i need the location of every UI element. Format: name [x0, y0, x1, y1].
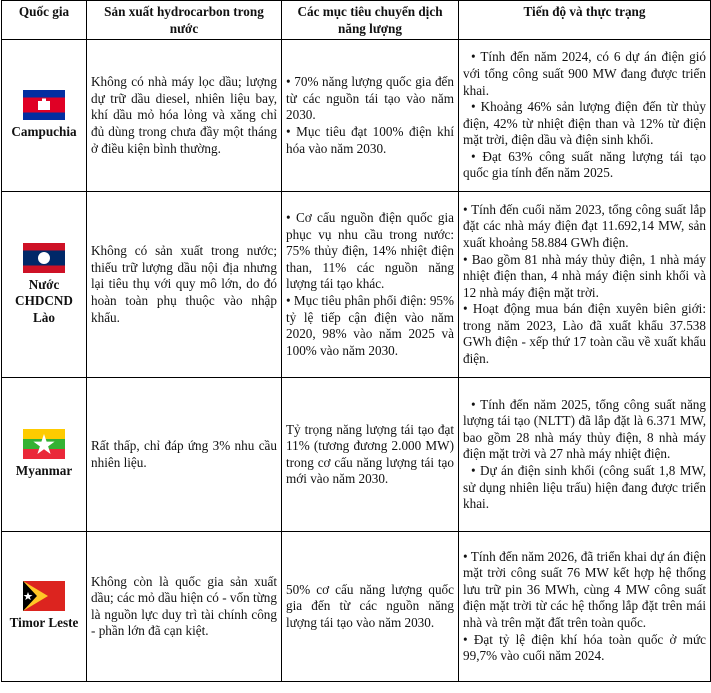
laos-flag-icon	[23, 243, 65, 273]
table-row	[2, 532, 711, 682]
header-production: Sản xuất hydrocarbon trong nước	[87, 1, 282, 40]
targets-cell: 50% cơ cấu năng lượng quốc gia đến từ các nguồn năng lượng tái tạo vào năm 2030.	[282, 532, 459, 682]
header-country: Quốc gia	[2, 1, 87, 40]
list-item: • Khoảng 46% sản lượng điện đến từ thủy điện, 42% từ nhiệt điện than và 12% từ điện mặt trời, điện dầu và điện sinh khối.	[463, 99, 706, 149]
progress-cell	[459, 378, 711, 532]
production-cell: Rất thấp, chỉ đáp ứng 3% nhu cầu nhiên liệu.	[87, 378, 282, 532]
cambodia-flag-icon	[23, 90, 65, 120]
list-item: • Bao gồm 81 nhà máy thủy điện, 1 nhà máy nhiệt điện than, 4 nhà máy điện sinh khối và 12 nhà máy điện mặt trời.	[463, 252, 706, 302]
header-row	[2, 1, 711, 40]
targets-cell: Tỷ trọng năng lượng tái tạo đạt 11% (tương đương 2.000 MW) trong cơ cấu năng lượng tái tạo mới vào năm 2030.	[282, 378, 459, 532]
timor-leste-flag-icon	[23, 581, 65, 611]
list-item: • Tính đến năm 2024, có 6 dự án điện gió với tổng công suất 900 MW đang được triển khai.	[463, 49, 706, 99]
list-item: • Tính đến năm 2025, tổng công suất năng lượng tái tạo (NLTT) đã lắp đặt là 6.371 MW, bao gồm 28 nhà máy thủy điện, 8 nhà máy điện mặt trời và 27 nhà máy nhiệt điện.	[463, 397, 706, 463]
table-row	[2, 378, 711, 532]
header-progress: Tiến độ và thực trạng	[459, 1, 711, 40]
table-row	[2, 192, 711, 378]
country-cell	[2, 378, 87, 532]
targets-cell	[282, 40, 459, 192]
list-item: • Tính đến cuối năm 2023, tổng công suất lắp đặt các nhà máy điện đạt 11.692,14 MW, sản xuất khoảng 58.884 GWh điện.	[463, 202, 706, 252]
list-item: • Tính đến năm 2026, đã triển khai dự án điện mặt trời công suất 76 MW kết hợp hệ thống lưu trữ pin 36 MWh, cùng 4 MW công suất điện mặt trời từ các hệ thống lắp đặt trên mái nhà và trên mặt đất trên toàn quốc.	[463, 549, 706, 632]
energy-comparison-table	[1, 0, 711, 682]
country-name: Myanmar	[15, 463, 73, 479]
production-cell: Không có sản xuất trong nước; thiếu trữ lượng dầu nội địa nhưng lại tiêu thụ với quy mô lớn, do đó hoàn toàn phụ thuộc vào nhập khẩu.	[87, 192, 282, 378]
progress-cell	[459, 40, 711, 192]
country-cell	[2, 40, 87, 192]
header-targets: Các mục tiêu chuyển dịch năng lượng	[282, 1, 459, 40]
targets-cell	[282, 192, 459, 378]
list-item: • Đạt 63% công suất năng lượng tái tạo quốc gia tính đến năm 2025.	[463, 149, 706, 182]
myanmar-flag-icon	[23, 429, 65, 459]
country-name: Campuchia	[11, 124, 77, 140]
progress-cell	[459, 532, 711, 682]
list-item: • 70% năng lượng quốc gia đến từ các nguồn tái tạo vào năm 2030.	[286, 74, 454, 124]
list-item: • Mục tiêu đạt 100% điện khí hóa vào năm 2030.	[286, 124, 454, 157]
list-item: • Dự án điện sinh khối (công suất 1,8 MW, sử dụng nhiên liệu trấu) hiện đang được triển khai.	[463, 463, 706, 513]
production-cell: Không còn là quốc gia sản xuất dầu; các mỏ dầu hiện có - vốn từng là nguồn lực duy trì tài chính công - phần lớn đã cạn kiệt.	[87, 532, 282, 682]
country-cell	[2, 532, 87, 682]
list-item: • Hoạt động mua bán điện xuyên biên giới: trong năm 2023, Lào đã xuất khẩu 37.538 GWh điện - xếp thứ 17 toàn cầu về xuất khẩu điện.	[463, 301, 706, 367]
country-name: Nước CHDCND Lào	[15, 276, 73, 325]
table-row	[2, 40, 711, 192]
country-name: Timor Leste	[9, 615, 79, 631]
list-item: • Mục tiêu phân phối điện: 95% tỷ lệ tiếp cận điện vào năm 2020, 98% vào năm 2025 và 100% vào năm 2030.	[286, 293, 454, 359]
production-cell: Không có nhà máy lọc dầu; lượng dự trữ dầu diesel, nhiên liệu bay, khí dầu mỏ hóa lỏng và xăng chỉ đủ dùng trong chưa đầy một tháng ở điều kiện bình thường.	[87, 40, 282, 192]
list-item: • Đạt tỷ lệ điện khí hóa toàn quốc ở mức 99,7% vào cuối năm 2024.	[463, 632, 706, 665]
country-cell	[2, 192, 87, 378]
list-item: • Cơ cấu nguồn điện quốc gia phục vụ nhu cầu trong nước: 75% thủy điện, 14% nhiệt điện than, 11% các nguồn năng lượng tái tạo khác.	[286, 210, 454, 293]
progress-cell	[459, 192, 711, 378]
